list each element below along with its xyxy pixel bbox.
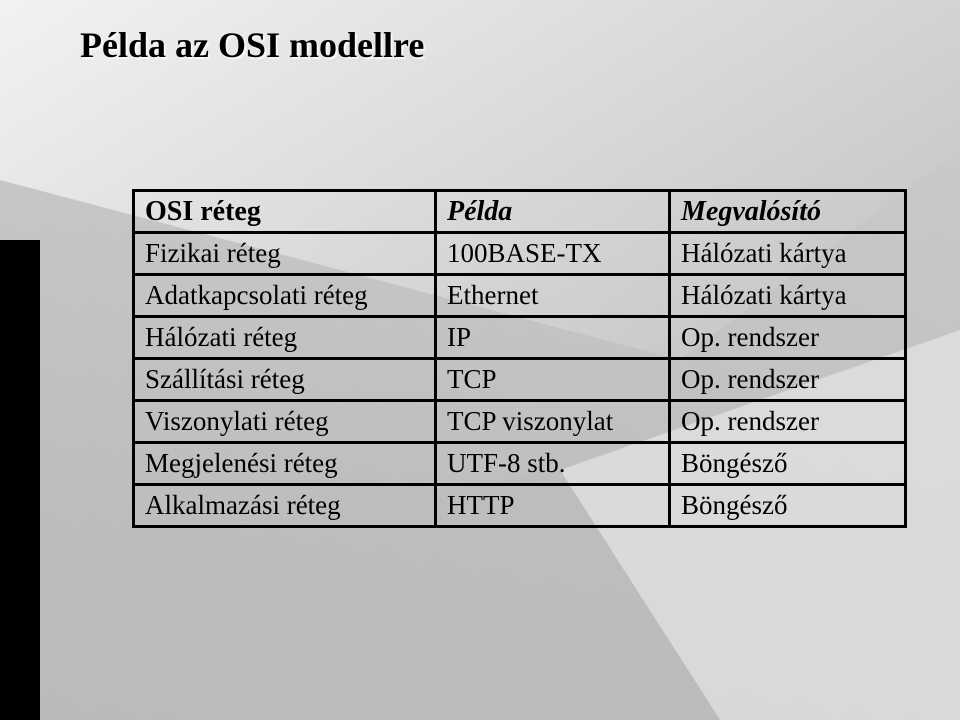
table-cell-layer: Alkalmazási réteg bbox=[134, 485, 436, 527]
osi-model-table bbox=[132, 189, 907, 528]
table-cell-implementer: Hálózati kártya bbox=[670, 233, 906, 275]
table-header-row bbox=[134, 191, 906, 233]
table-row bbox=[134, 485, 906, 527]
table-cell-layer: Adatkapcsolati réteg bbox=[134, 275, 436, 317]
table-row bbox=[134, 443, 906, 485]
table-cell-example: IP bbox=[436, 317, 670, 359]
left-accent-bar bbox=[0, 240, 40, 720]
table-row bbox=[134, 359, 906, 401]
table-cell-implementer: Hálózati kártya bbox=[670, 275, 906, 317]
header-implementer: Megvalósító bbox=[670, 191, 906, 233]
table-cell-example: HTTP bbox=[436, 485, 670, 527]
table-row bbox=[134, 317, 906, 359]
table-row bbox=[134, 233, 906, 275]
header-osi-layer: OSI réteg bbox=[134, 191, 436, 233]
table-cell-example: TCP bbox=[436, 359, 670, 401]
table-cell-layer: Hálózati réteg bbox=[134, 317, 436, 359]
table-row bbox=[134, 275, 906, 317]
table-cell-implementer: Böngésző bbox=[670, 443, 906, 485]
table-cell-layer: Szállítási réteg bbox=[134, 359, 436, 401]
table-cell-example: Ethernet bbox=[436, 275, 670, 317]
table-cell-example: TCP viszonylat bbox=[436, 401, 670, 443]
table-cell-layer: Viszonylati réteg bbox=[134, 401, 436, 443]
header-example: Példa bbox=[436, 191, 670, 233]
table-cell-example: UTF-8 stb. bbox=[436, 443, 670, 485]
table-cell-layer: Fizikai réteg bbox=[134, 233, 436, 275]
table-row bbox=[134, 401, 906, 443]
table-cell-implementer: Op. rendszer bbox=[670, 401, 906, 443]
table-cell-implementer: Böngésző bbox=[670, 485, 906, 527]
table-cell-example: 100BASE-TX bbox=[436, 233, 670, 275]
slide-title: Példa az OSI modellre bbox=[80, 25, 425, 65]
table-cell-implementer: Op. rendszer bbox=[670, 359, 906, 401]
table-cell-implementer: Op. rendszer bbox=[670, 317, 906, 359]
table-cell-layer: Megjelenési réteg bbox=[134, 443, 436, 485]
